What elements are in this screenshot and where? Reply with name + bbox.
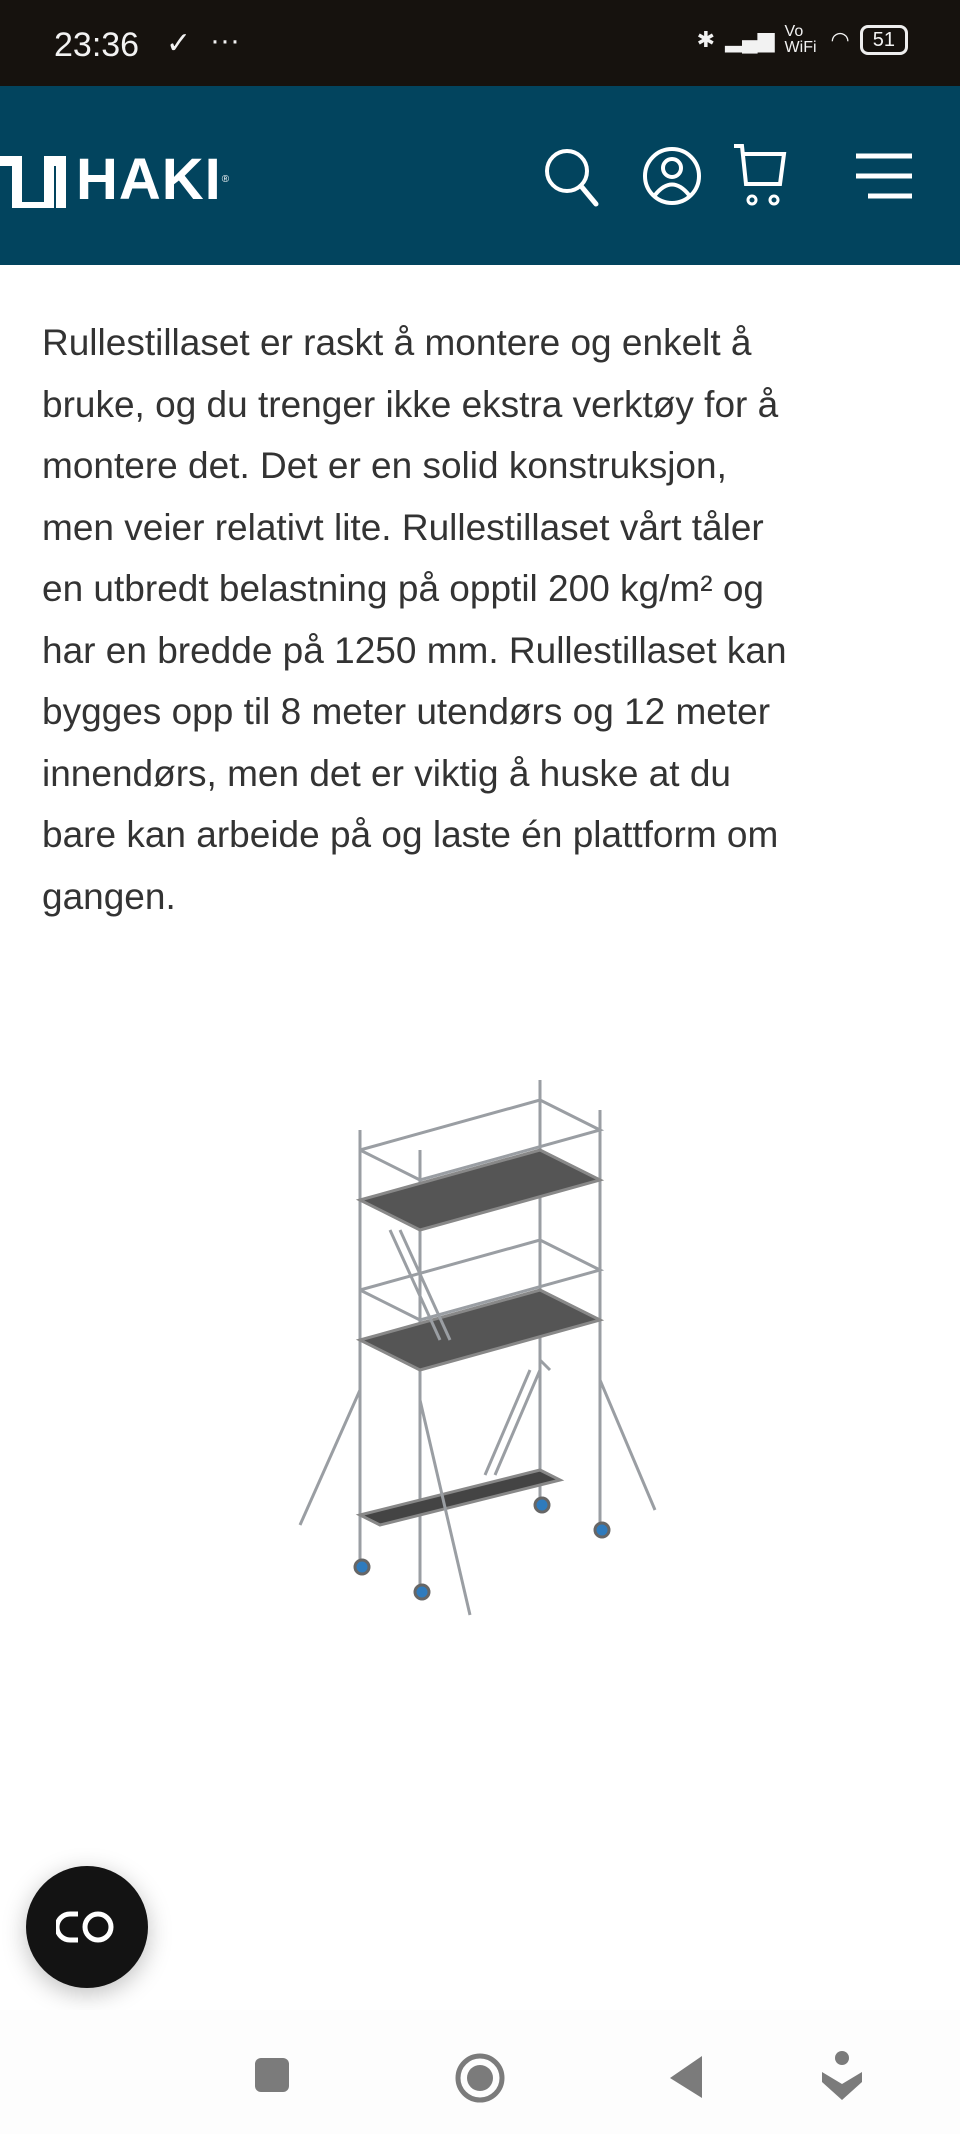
haki-logo-mark-icon (0, 150, 70, 210)
logo-text: HAKI (76, 147, 222, 212)
haki-logo[interactable] (0, 146, 229, 213)
chat-icon (56, 1910, 118, 1944)
description-line: har en bredde på 1250 mm. Rullestillaset kan (42, 629, 787, 671)
description-line: gangen. (42, 875, 176, 917)
assistant-button[interactable] (820, 2050, 864, 2102)
product-description (42, 312, 942, 927)
status-time: 23:36 (54, 26, 140, 64)
account-icon[interactable] (640, 144, 704, 208)
registered-mark: ® (221, 174, 230, 185)
chat-button[interactable] (26, 1866, 148, 1988)
description-line: montere det. Det er en solid konstruksjon, (42, 445, 727, 486)
site-header (0, 86, 960, 265)
download-done-icon: ✓ (166, 27, 192, 60)
recents-button[interactable] (253, 2056, 291, 2094)
menu-icon[interactable] (852, 144, 916, 208)
bluetooth-icon: ✱ (696, 27, 716, 52)
battery-indicator: 51 (860, 25, 908, 55)
search-icon[interactable] (540, 144, 604, 208)
more-notifications-icon: ··· (210, 24, 240, 57)
scaffold-product-image (290, 1070, 670, 1630)
signal-icon: ▂▄▆ (725, 27, 775, 52)
description-line: innendørs, men det er viktig å huske at du (42, 752, 731, 794)
home-button[interactable] (454, 2052, 506, 2104)
back-button[interactable] (668, 2054, 704, 2100)
vowifi-label: Vo WiFi (784, 23, 817, 56)
description-line: en utbredt belastning på opptil 200 kg/m² og (42, 568, 764, 609)
description-line: bygges opp til 8 meter utendørs og 12 meter (42, 691, 771, 732)
status-bar (0, 0, 960, 86)
description-line: men veier relativt lite. Rullestillaset vårt tåler (42, 506, 764, 548)
cart-icon[interactable] (730, 144, 794, 208)
wifi-icon: ◠ (830, 27, 850, 52)
system-navigation-bar (0, 2010, 960, 2134)
description-line: Rullestillaset er raskt å montere og enkelt å (42, 322, 752, 363)
description-line: bare kan arbeide på og laste én plattform om (42, 814, 779, 855)
description-line: bruke, og du trenger ikke ekstra verktøy for å (42, 383, 779, 425)
